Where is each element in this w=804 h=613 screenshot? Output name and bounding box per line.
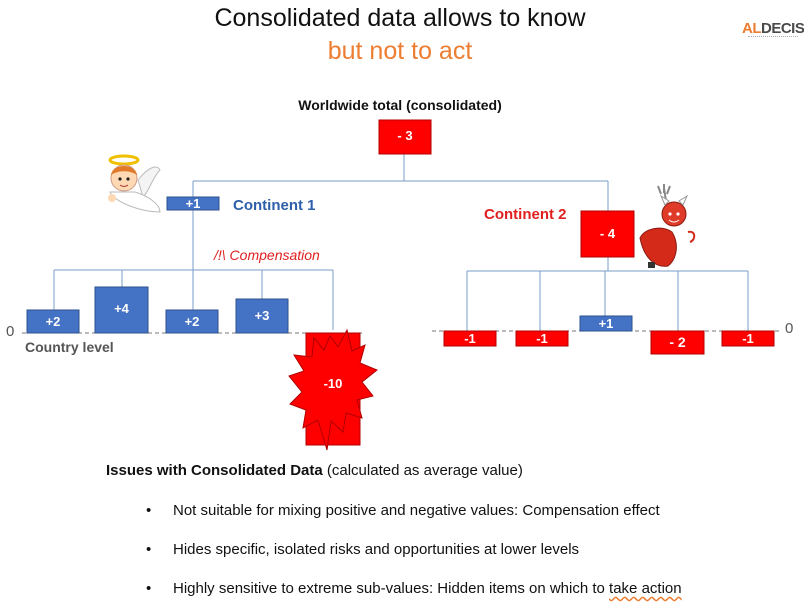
- logo-part-decis: DECIS: [761, 20, 804, 37]
- c1-country-1-value: +2: [45, 314, 61, 329]
- zero-axis-label-left: 0: [6, 323, 15, 340]
- bullet-3: [173, 580, 682, 597]
- c2-country-2-value: -1: [536, 331, 548, 346]
- bullet-2-symbol: •: [146, 541, 152, 558]
- continent2-label: Continent 2: [484, 206, 567, 223]
- slide-subtitle: but not to act: [327, 37, 473, 65]
- country-level-label: Country level: [25, 339, 114, 355]
- issues-heading-rest: (calculated as average value): [322, 462, 523, 479]
- bullet-1-text: Not suitable for mixing positive and negative values: Compensation effect: [173, 502, 660, 519]
- c2-country-5-value: -1: [742, 331, 754, 346]
- logo-part-al: AL: [742, 20, 761, 37]
- zero-axis-label-right: 0: [785, 320, 794, 337]
- worldwide-total-value: - 3: [397, 128, 413, 143]
- c1-country-4-value: +3: [254, 308, 270, 323]
- bullet-3-tail: take action: [609, 580, 682, 597]
- continent2-value: - 4: [599, 226, 616, 241]
- c2-country-1-value: -1: [464, 331, 476, 346]
- issues-heading-bold: Issues with Consolidated Data: [106, 462, 323, 479]
- c1-country-3-value: +2: [184, 314, 200, 329]
- continent1-value: +1: [185, 196, 201, 211]
- c2-country-3-value: +1: [598, 316, 614, 331]
- devil-illustration: [640, 184, 694, 268]
- worldwide-total-label: Worldwide total (consolidated): [298, 97, 502, 113]
- bullet-3-symbol: •: [146, 580, 152, 597]
- c1-country-5-value: -10: [323, 376, 343, 391]
- compensation-warning: /!\ Compensation: [214, 247, 320, 263]
- bullet-1-symbol: •: [146, 502, 152, 519]
- issues-heading: [106, 462, 523, 479]
- c2-country-4-value: - 2: [669, 334, 686, 350]
- c1-country-2-value: +4: [114, 301, 129, 316]
- bullet-2-text: Hides specific, isolated risks and opportunities at lower levels: [173, 541, 580, 558]
- angel-illustration: [108, 156, 160, 212]
- slide-title: Consolidated data allows to know: [214, 4, 586, 32]
- bullet-3-text: Highly sensitive to extreme sub-values: Hidden items on which to: [173, 580, 610, 597]
- continent1-label: Continent 1: [233, 197, 316, 214]
